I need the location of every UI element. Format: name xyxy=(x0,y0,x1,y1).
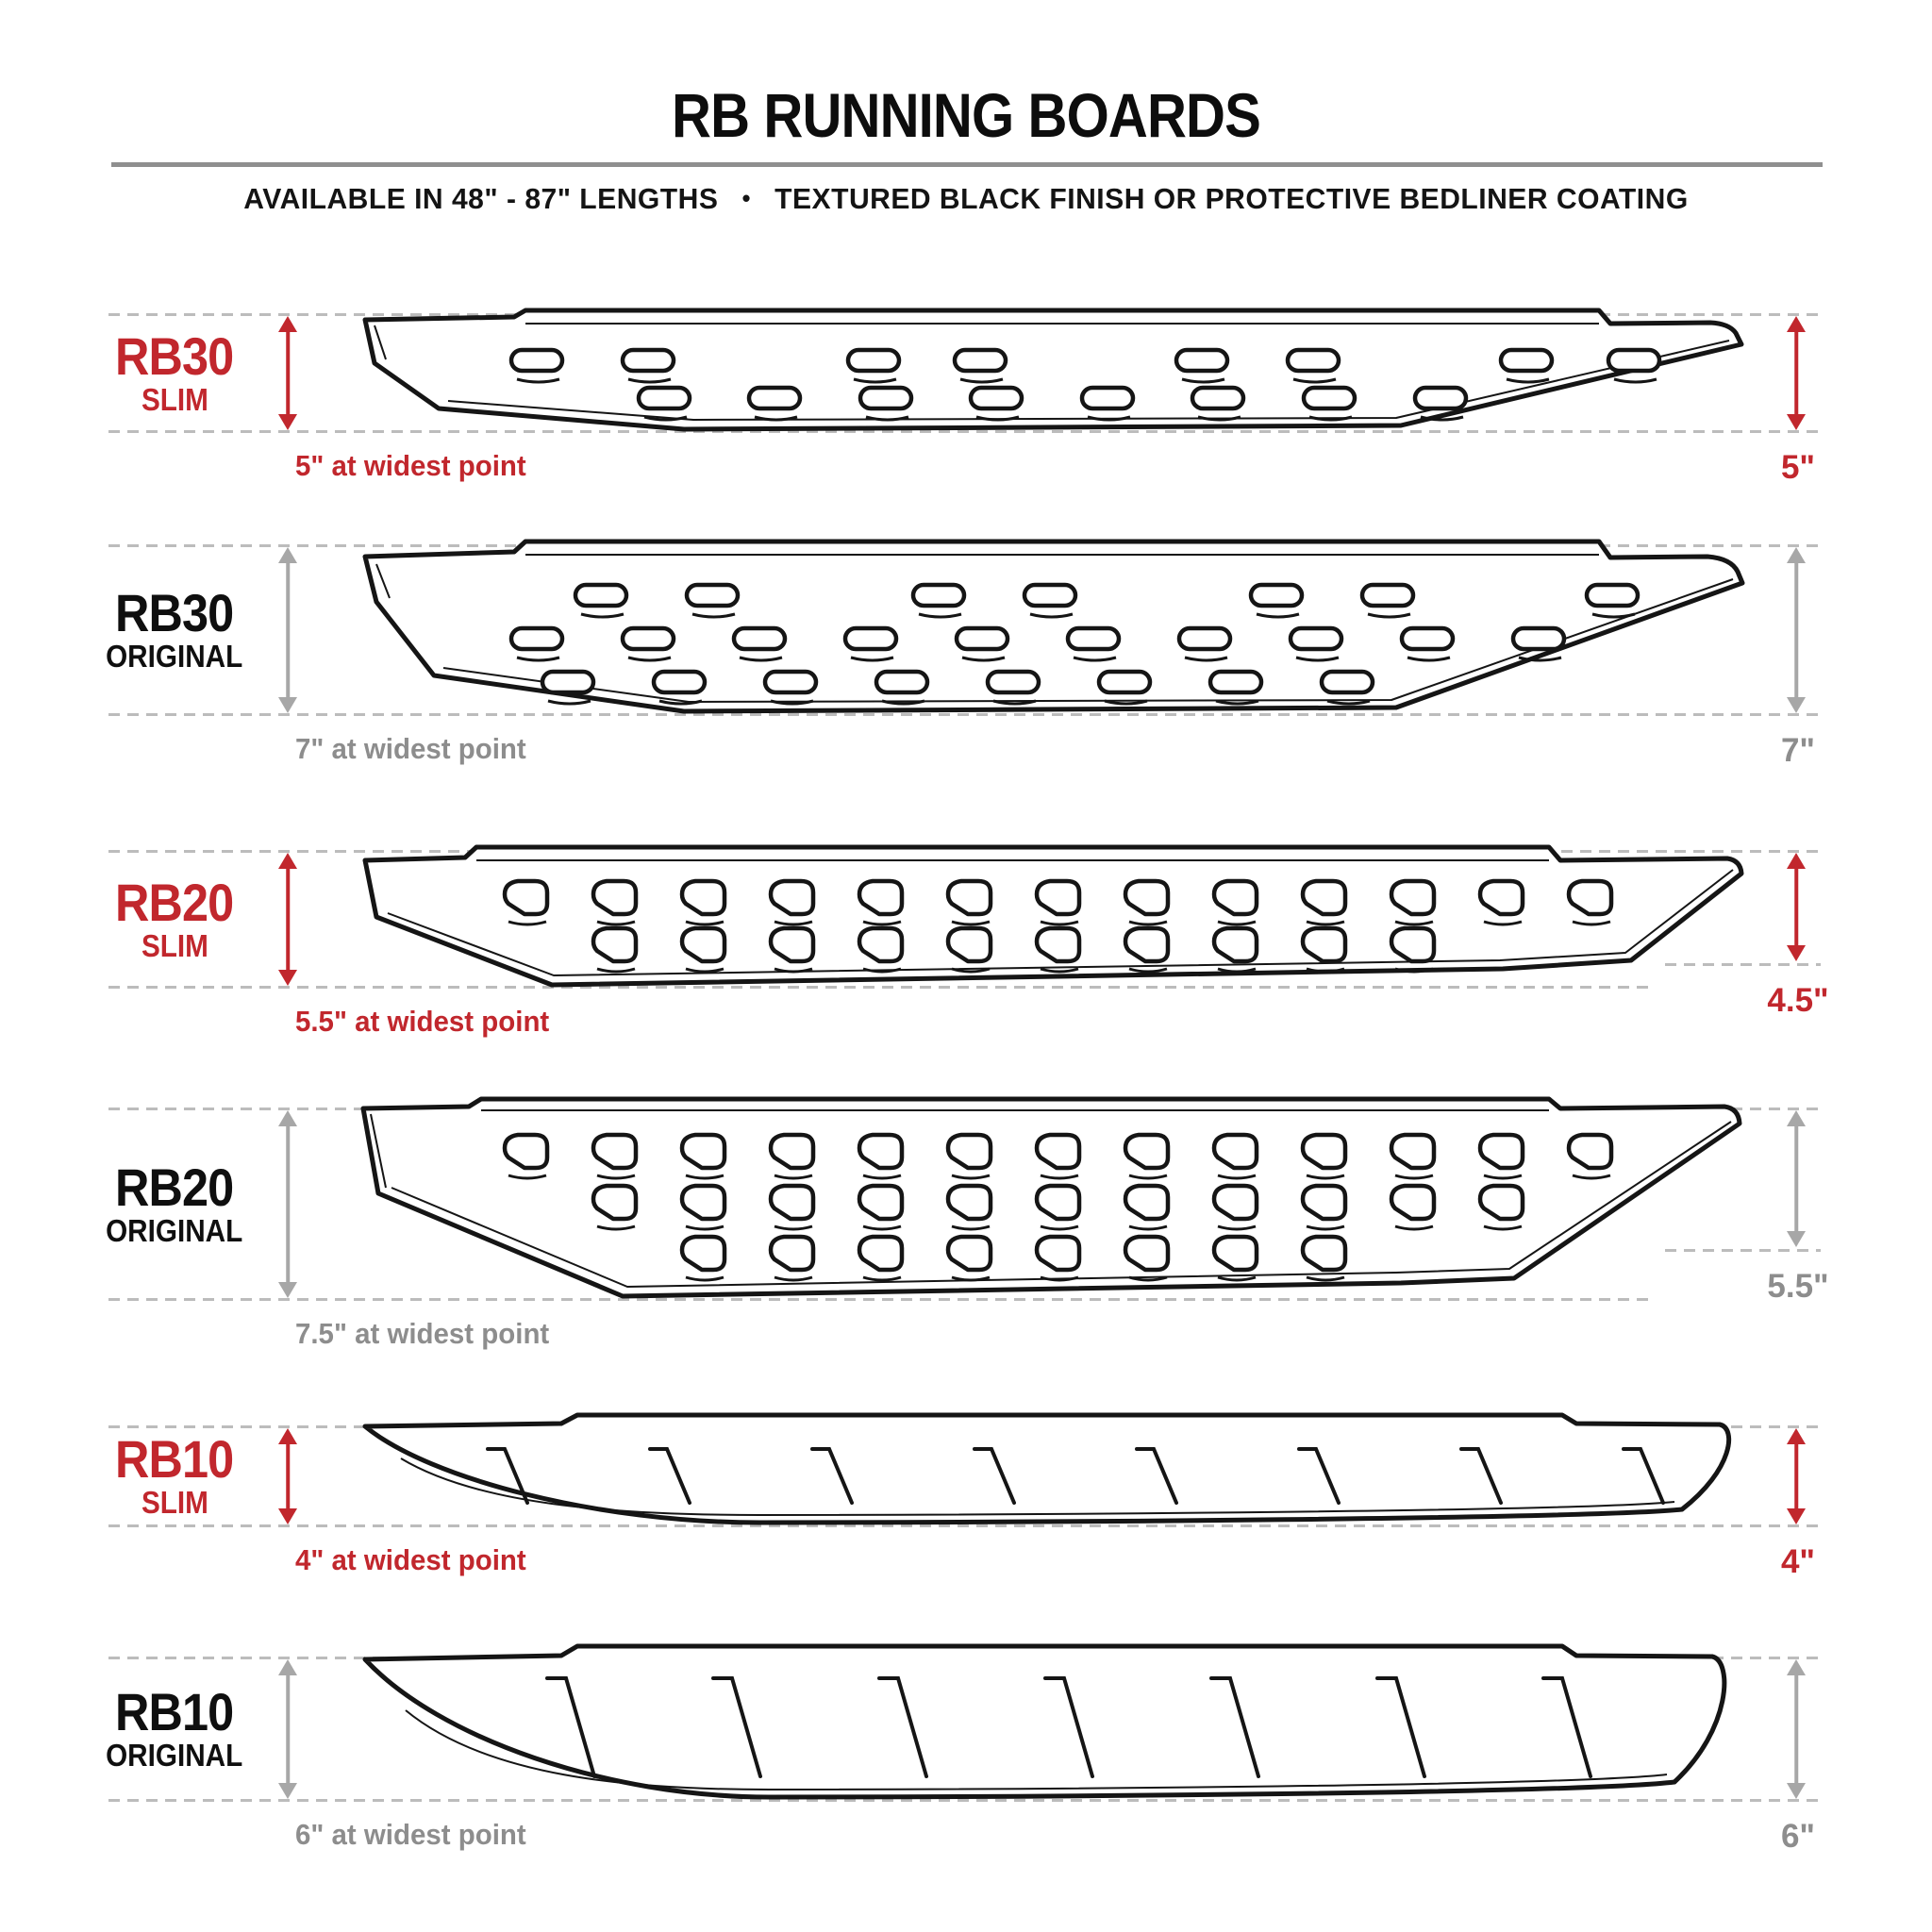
height-arrow-left-icon xyxy=(276,853,299,986)
height-arrow-right-icon xyxy=(1785,547,1807,713)
widest-point-caption: 5" at widest point xyxy=(295,449,526,482)
board-label xyxy=(38,1657,311,1801)
height-value: 5.5" xyxy=(1767,1268,1829,1305)
height-value: 6" xyxy=(1780,1818,1816,1855)
board-row-rb30-slim xyxy=(0,314,1932,486)
rb10-original-drawing xyxy=(363,1644,1745,1801)
rb20-original-drawing xyxy=(363,1095,1745,1300)
rb30-slim-drawing xyxy=(363,301,1745,432)
variant-name: SLIM xyxy=(141,381,208,417)
board-label xyxy=(38,314,311,432)
height-arrow-left-icon xyxy=(276,316,299,430)
subtitle-availability: AVAILABLE IN 48" - 87" LENGTHS xyxy=(243,182,719,215)
variant-name: ORIGINAL xyxy=(106,1738,243,1774)
model-name: RB10 xyxy=(115,1682,234,1742)
model-name: RB10 xyxy=(115,1429,234,1490)
board-row-rb30-original xyxy=(0,545,1932,769)
board-row-rb20-slim xyxy=(0,851,1932,1038)
height-value: 5" xyxy=(1780,449,1816,486)
model-name: RB20 xyxy=(115,872,234,932)
height-arrow-left-icon xyxy=(276,1110,299,1298)
widest-point-caption: 4" at widest point xyxy=(295,1543,526,1576)
variant-name: ORIGINAL xyxy=(106,1212,243,1248)
title-divider xyxy=(111,162,1823,167)
board-label xyxy=(38,1426,311,1526)
height-arrow-right-icon xyxy=(1785,1659,1807,1799)
height-value: 4.5" xyxy=(1767,982,1829,1019)
variant-name: SLIM xyxy=(141,927,208,963)
height-value: 4" xyxy=(1780,1543,1816,1580)
subtitle-finish: TEXTURED BLACK FINISH OR PROTECTIVE BEDLINER COATING xyxy=(774,182,1689,215)
bullet-separator: • xyxy=(741,184,751,212)
board-row-rb10-original xyxy=(0,1657,1932,1855)
variant-name: ORIGINAL xyxy=(106,639,243,675)
page-subtitle xyxy=(29,182,1904,216)
height-arrow-right-icon xyxy=(1785,1428,1807,1524)
model-name: RB30 xyxy=(115,325,234,386)
rb20-slim-drawing xyxy=(363,838,1745,988)
height-arrow-right-icon xyxy=(1785,853,1807,961)
board-label xyxy=(38,545,311,715)
model-name: RB30 xyxy=(115,583,234,643)
board-row-rb20-original xyxy=(0,1108,1932,1350)
widest-point-caption: 5.5" at widest point xyxy=(295,1005,550,1038)
widest-point-caption: 6" at widest point xyxy=(295,1818,526,1851)
rb10-slim-drawing xyxy=(363,1413,1745,1526)
board-row-rb10-slim xyxy=(0,1426,1932,1580)
height-arrow-left-icon xyxy=(276,1659,299,1799)
widest-point-caption: 7" at widest point xyxy=(295,732,526,765)
height-arrow-right-icon xyxy=(1785,316,1807,430)
variant-name: SLIM xyxy=(141,1485,208,1521)
board-label xyxy=(38,851,311,988)
rb30-original-drawing xyxy=(363,532,1745,717)
height-value: 7" xyxy=(1780,732,1816,769)
widest-point-caption: 7.5" at widest point xyxy=(295,1317,550,1350)
height-arrow-right-icon xyxy=(1785,1110,1807,1247)
board-label xyxy=(38,1108,311,1300)
height-arrow-left-icon xyxy=(276,547,299,713)
page-title: RB RUNNING BOARDS xyxy=(672,80,1260,150)
height-arrow-left-icon xyxy=(276,1428,299,1524)
model-name: RB20 xyxy=(115,1157,234,1217)
